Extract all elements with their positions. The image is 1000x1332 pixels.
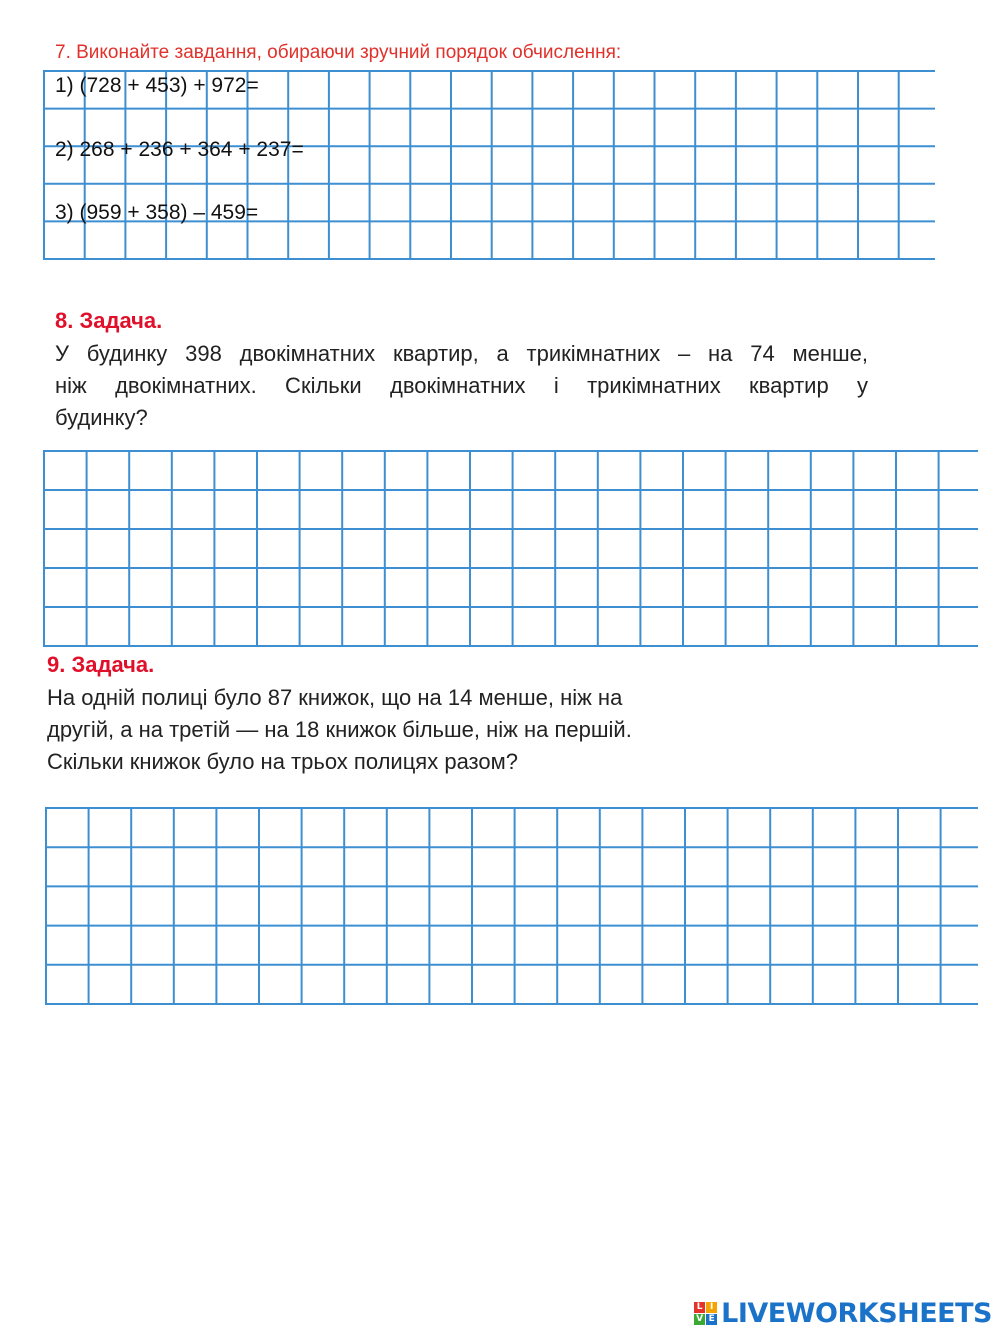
answer-grid-task8[interactable] (43, 450, 978, 647)
logo-text: LIVEWORKSHEETS (721, 1297, 992, 1329)
task9-heading: 9. Задача. (47, 652, 155, 677)
logo-mark-icon: L I V E (694, 1302, 717, 1325)
task9-line-1: На одній полиці було 87 книжок, що на 14 менше, ніж на (47, 685, 623, 710)
answer-grid-task7[interactable] (43, 70, 935, 260)
task8-line-1: У будинку 398 двокімнатних квартир, а трикімнатних – на 74 менше, (55, 341, 868, 366)
task8-line-2: ніж двокімнатних. Скільки двокімнатних і трикімнатних квартир у (55, 373, 868, 398)
task7-title: 7. Виконайте завдання, обираючи зручний порядок обчислення: (55, 42, 622, 63)
task8-line-3: будинку? (55, 405, 148, 430)
task8-text (55, 338, 868, 434)
expression-2: 2) 268 + 236 + 364 + 237= (55, 138, 304, 161)
liveworksheets-logo[interactable] (694, 1298, 992, 1328)
grid-lines (45, 807, 978, 1005)
task9-line-2: другій, а на третій — на 18 книжок більше, ніж на першій. (47, 717, 632, 742)
task8-heading: 8. Задача. (55, 308, 163, 333)
expression-3: 3) (959 + 358) – 459= (55, 201, 259, 224)
expression-1: 1) (728 + 453) + 972= (55, 74, 259, 97)
task9-text (47, 682, 767, 778)
grid-lines (43, 70, 935, 260)
answer-grid-task9[interactable] (45, 807, 978, 1005)
task9-line-3: Скільки книжок було на трьох полицях разом? (47, 749, 518, 774)
grid-lines (43, 450, 978, 647)
